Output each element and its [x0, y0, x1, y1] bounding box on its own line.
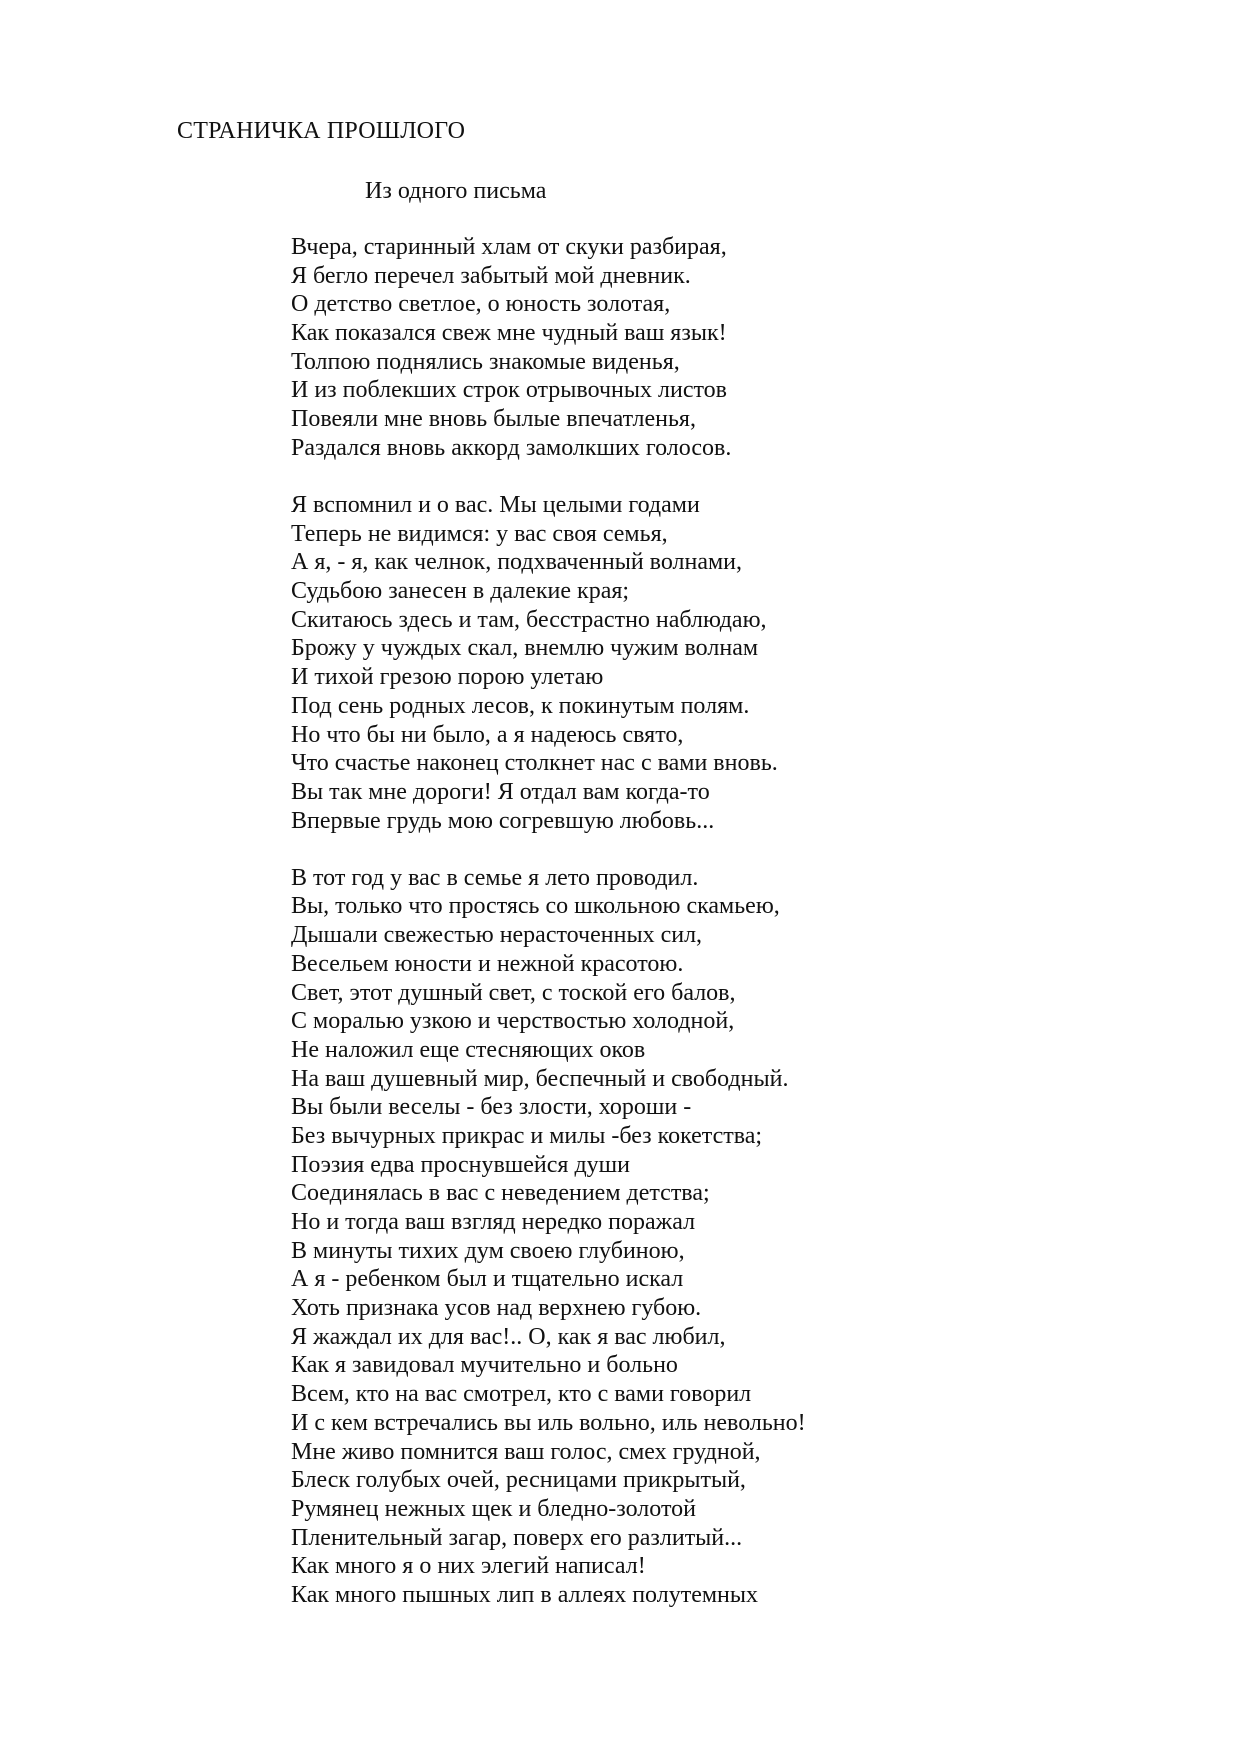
- poem-line: О детство светлое, о юность золотая,: [291, 291, 671, 318]
- poem-line: А я - ребенком был и тщательно искал: [291, 1266, 684, 1293]
- poem-line: Румянец нежных щек и бледно-золотой: [291, 1495, 696, 1522]
- poem-epigraph: Из одного письма: [365, 178, 547, 204]
- poem-line: Всем, кто на вас смотрел, кто с вами говорил: [291, 1381, 752, 1408]
- poem-line: Судьбою занесен в далекие края;: [291, 578, 630, 605]
- poem-line: Толпою поднялись знакомые виденья,: [291, 348, 680, 375]
- poem-line: Брожу у чуждых скал, внемлю чужим волнам: [291, 635, 759, 662]
- poem-line: И с кем встречались вы иль вольно, иль невольно!: [291, 1409, 806, 1436]
- poem-line: Как я завидовал мучительно и больно: [291, 1352, 678, 1379]
- poem-line: Мне живо помнится ваш голос, смех грудной,: [291, 1438, 761, 1465]
- poem-line: Не наложил еще стесняющих оков: [291, 1036, 646, 1063]
- poem-line: Блеск голубых очей, ресницами прикрытый,: [291, 1467, 746, 1494]
- poem-line: Вы так мне дороги! Я отдал вам когда-то: [291, 778, 710, 805]
- stanza: [291, 491, 1191, 835]
- poem-line: Под сень родных лесов, к покинутым полям.: [291, 692, 750, 719]
- poem-line: Поэзия едва проснувшейся души: [291, 1151, 630, 1178]
- poem-line: Соединялась в вас с неведением детства;: [291, 1180, 710, 1207]
- poem-line: На ваш душевный мир, беспечный и свободный.: [291, 1065, 789, 1092]
- poem-line: Весельем юности и нежной красотою.: [291, 950, 684, 977]
- poem-line: Без вычурных прикрас и милы -без кокетства;: [291, 1122, 763, 1149]
- poem-line: Вы были веселы - без злости, хороши -: [291, 1094, 692, 1121]
- poem-body: [291, 233, 1191, 1638]
- poem-line: Что счастье наконец столкнет нас с вами вновь.: [291, 750, 778, 777]
- poem-line: А я, - я, как челнок, подхваченный волнами,: [291, 549, 743, 576]
- poem-line: Как много пышных лип в аллеях полутемных: [291, 1581, 759, 1608]
- poem-line: Я бегло перечел забытый мой дневник.: [291, 262, 691, 289]
- poem-line: Пленительный загар, поверх его разлитый...: [291, 1524, 743, 1551]
- poem-line: И тихой грезою порою улетаю: [291, 664, 604, 691]
- poem-line: Вчера, старинный хлам от скуки разбирая,: [291, 234, 727, 260]
- poem-line: Повеяли мне вновь былые впечатленья,: [291, 406, 696, 433]
- stanza: [291, 233, 1191, 463]
- poem-line: Я вспомнил и о вас. Мы целыми годами: [291, 492, 700, 518]
- poem-line: Как много я о них элегий написал!: [291, 1553, 646, 1580]
- poem-line: Теперь не видимся: у вас своя семья,: [291, 520, 668, 547]
- poem-line: Но что бы ни было, а я надеюсь свято,: [291, 721, 684, 748]
- poem-line: Впервые грудь мою согревшую любовь...: [291, 807, 715, 834]
- poem-line: И из поблекших строк отрывочных листов: [291, 377, 727, 404]
- poem-line: Раздался вновь аккорд замолкших голосов.: [291, 434, 732, 461]
- poem-line: Вы, только что простясь со школьною скамьею,: [291, 893, 780, 920]
- poem-line: Скитаюсь здесь и там, бесстрастно наблюдаю,: [291, 606, 767, 633]
- poem-line: Я жаждал их для вас!.. О, как я вас любил,: [291, 1323, 726, 1350]
- poem-line: В минуты тихих дум своею глубиною,: [291, 1237, 685, 1264]
- poem-line: Хоть признака усов над верхнею губою.: [291, 1295, 702, 1322]
- poem-line: С моралью узкою и черствостью холодной,: [291, 1008, 735, 1035]
- poem-title: СТРАНИЧКА ПРОШЛОГО: [177, 118, 466, 144]
- poem-line: Как показался свеж мне чудный ваш язык!: [291, 320, 727, 347]
- poem-line: Дышали свежестью нерасточенных сил,: [291, 922, 703, 949]
- poem-line: Но и тогда ваш взгляд нередко поражал: [291, 1209, 696, 1235]
- poem-line: В тот год у вас в семье я лето проводил.: [291, 864, 699, 891]
- poem-line: Свет, этот душный свет, с тоской его балов,: [291, 979, 736, 1006]
- stanza: [291, 864, 1191, 1610]
